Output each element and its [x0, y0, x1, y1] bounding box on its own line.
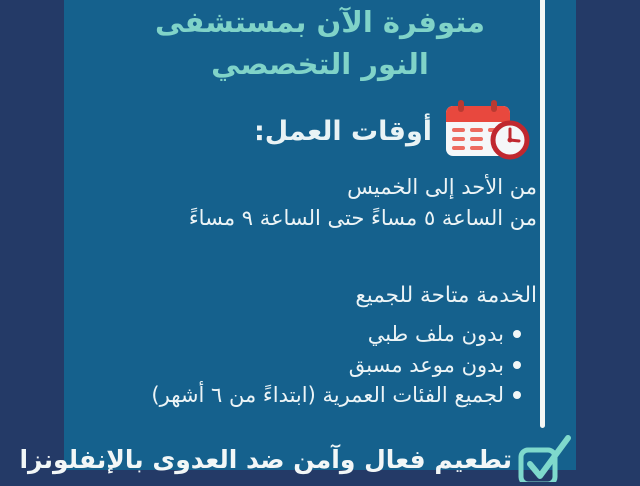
bullet-dot: [513, 391, 521, 399]
calendar-clock-icon: [444, 98, 530, 164]
services-heading: الخدمة متاحة للجميع: [355, 283, 537, 308]
work-times-text: من الساعة ٥ مساءً حتى الساعة ٩ مساءً: [188, 206, 537, 230]
service-list: [151, 319, 537, 411]
work-days-text: من الأحد إلى الخميس: [347, 175, 537, 199]
footer-note: تطعيم فعال وآمن ضد العدوى بالإنفلونزا: [19, 445, 512, 474]
schedule-block: [189, 172, 537, 234]
bullet-dot: [513, 330, 521, 338]
page-title: [64, 1, 576, 85]
service-item: [151, 380, 537, 411]
work-hours-label: أوقات العمل:: [253, 115, 432, 147]
page-title-line2: النور التخصصي: [211, 47, 429, 81]
bullet-dot: [513, 361, 521, 369]
service-item-label: بدون ملف طبي: [367, 322, 504, 347]
checkmark-icon: [516, 434, 574, 486]
service-item: [151, 350, 537, 381]
service-item-label: بدون موعد مسبق: [348, 352, 504, 377]
service-item-label: لجميع الفئات العمرية (ابتداءً من ٦ أشهر): [151, 383, 504, 408]
work-hours-header: [254, 98, 530, 164]
service-item: [151, 319, 537, 350]
page-title-line1: متوفرة الآن بمستشفى: [154, 5, 485, 39]
